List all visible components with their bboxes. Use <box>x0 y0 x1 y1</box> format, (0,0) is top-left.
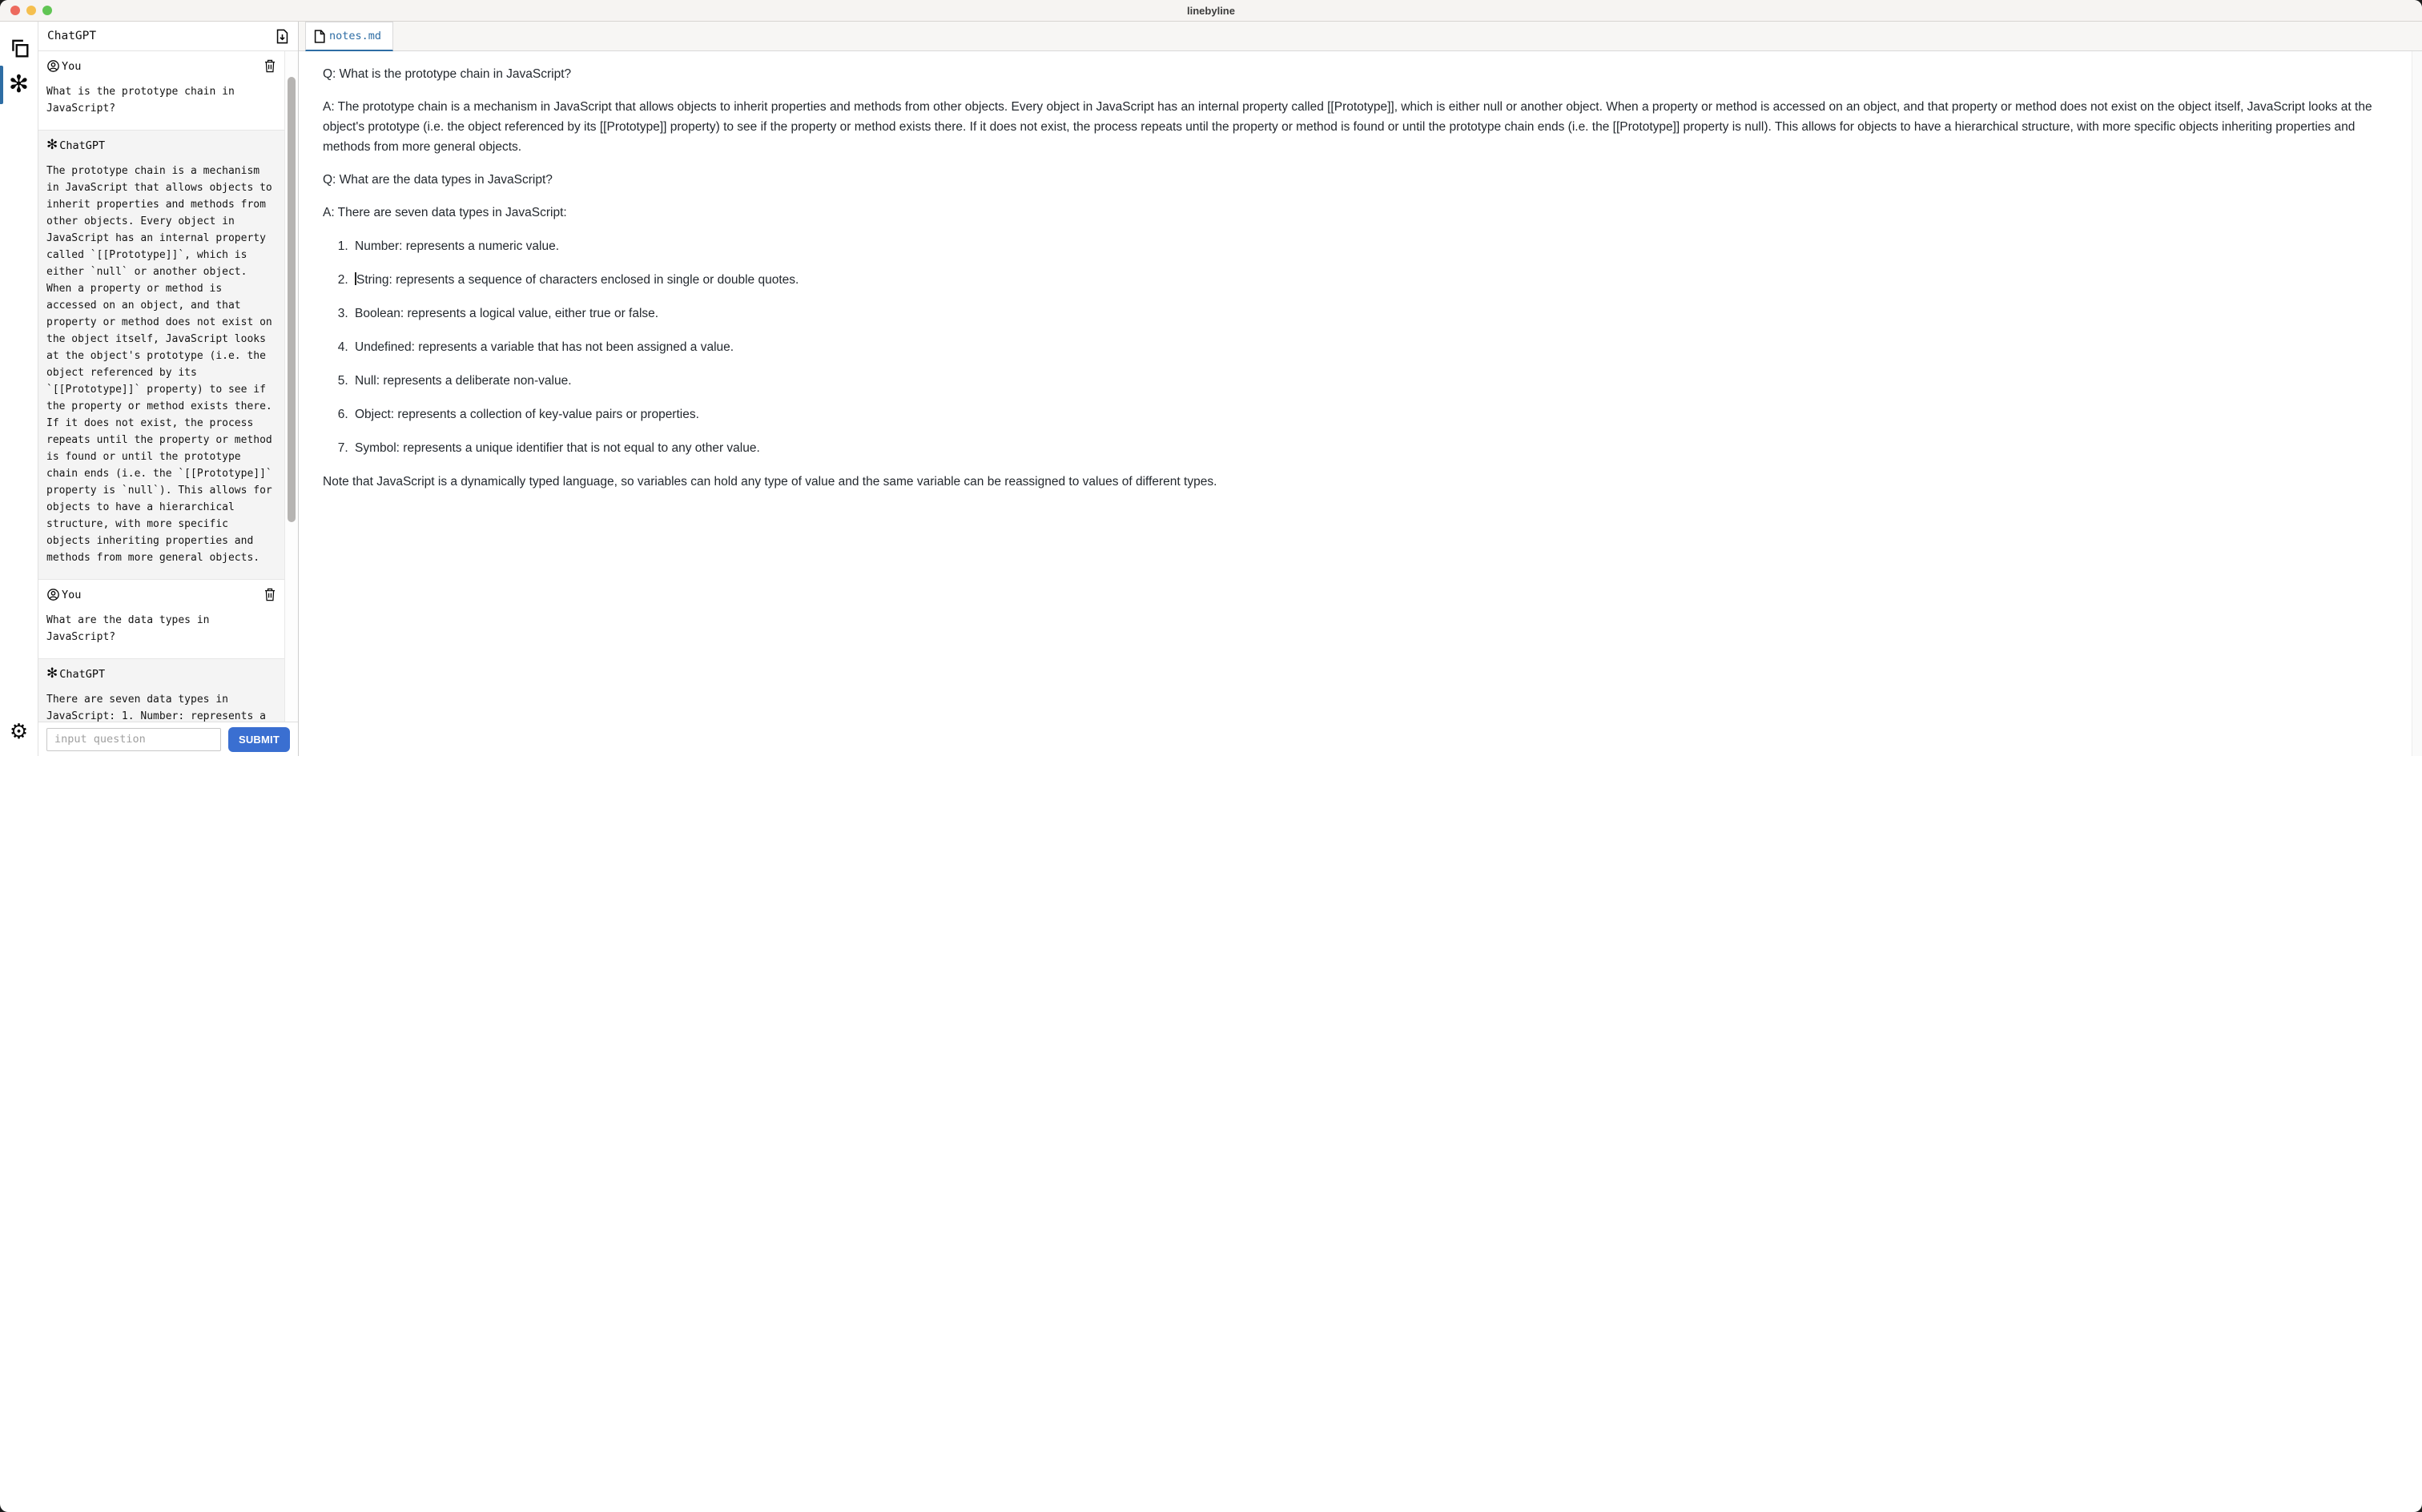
list-item: 7. Symbol: represents a unique identifier that is not equal to any other value. <box>352 438 2390 458</box>
message-author: ✻ ChatGPT <box>46 137 106 153</box>
markdown-document[interactable] <box>299 51 2422 756</box>
person-icon <box>46 59 60 73</box>
doc-question-2: Q: What are the data types in JavaScript? <box>323 173 553 187</box>
documents-panel-button[interactable] <box>0 30 38 66</box>
tab-notes-md[interactable] <box>305 22 393 51</box>
list-item: 6. Object: represents a collection of key-value pairs or properties. <box>352 404 2390 424</box>
list-item: 3. Boolean: represents a logical value, either true or false. <box>352 304 2390 324</box>
message-text: The prototype chain is a mechanism in JavaScript that allows objects to inherit properties and methods from other objects. Every object in JavaScript has an internal property called `[[Prototype]]`, which is either `null` or another object. When a property or method is accessed on an object, and that property or method does not exist on the object itself, JavaScript looks at the object's prototype (i.e. the object referenced by its `[[Prototype]]` property) to see if the property or method exists there. If it does not exist, the process repeats until the property or method is found or until the prototype chain ends (i.e. the `[[Prototype]]` property is `null`). This allows for objects to have a hierarchical structure, with more specific objects inheriting properties and methods from more general objects. <box>46 165 272 564</box>
message-author: ✻ ChatGPT <box>46 666 106 682</box>
trash-icon <box>264 588 276 601</box>
delete-message-button[interactable] <box>264 588 276 601</box>
data-types-list <box>323 236 2390 458</box>
chatgpt-logo-icon: ✻ <box>46 666 58 682</box>
message-text: What is the prototype chain in JavaScript? <box>46 86 235 115</box>
chat-message-user <box>38 580 284 659</box>
doc-question-1: Q: What is the prototype chain in JavaScript? <box>323 67 572 81</box>
delete-message-button[interactable] <box>264 59 276 73</box>
chat-panel-header <box>38 22 298 51</box>
doc-note: Note that JavaScript is a dynamically typed language, so variables can hold any type of value and the same variable can be reassigned to values of different types. <box>323 475 1217 489</box>
message-author: You <box>46 588 264 601</box>
settings-button[interactable] <box>0 716 38 748</box>
message-author: You <box>46 59 264 73</box>
list-item: 1. Number: represents a numeric value. <box>352 236 2390 256</box>
window-title: linebyline <box>1187 5 1235 17</box>
list-item: 2. String: represents a sequence of characters enclosed in single or double quotes. <box>352 270 2390 290</box>
gear-icon: ⚙ <box>9 720 29 744</box>
tab-filename: notes.md <box>329 30 382 42</box>
chat-message-assistant <box>38 131 284 580</box>
chat-scrollbar-track[interactable] <box>284 51 298 722</box>
chat-input-bar <box>38 722 298 756</box>
titlebar <box>0 0 2422 22</box>
person-icon <box>46 588 60 601</box>
file-icon <box>314 30 325 43</box>
copy-pages-icon <box>9 38 30 58</box>
question-input[interactable] <box>46 728 221 751</box>
message-text: What are the data types in JavaScript? <box>46 614 210 643</box>
export-chat-button[interactable] <box>276 29 289 44</box>
chat-panel-title: ChatGPT <box>47 30 97 42</box>
chat-message-user <box>38 51 284 131</box>
message-text: There are seven data types in JavaScript: 1. Number: represents a <box>46 694 266 722</box>
export-download-icon <box>276 29 289 44</box>
editor-pane <box>299 22 2422 756</box>
chat-message-assistant <box>38 659 284 722</box>
chat-message-list <box>38 51 284 722</box>
list-item: 5. Null: represents a deliberate non-value. <box>352 371 2390 391</box>
chatgpt-logo-icon: ✻ <box>8 70 30 99</box>
chatgpt-panel-button[interactable] <box>0 66 38 103</box>
list-item: 4. Undefined: represents a variable that has not been assigned a value. <box>352 337 2390 357</box>
chatgpt-logo-icon: ✻ <box>46 137 58 153</box>
doc-answer-1: A: The prototype chain is a mechanism in JavaScript that allows objects to inherit properties and methods from other objects. Every object in JavaScript has an internal property called [[Prototype]], which is either null or another object. When a property or method is accessed on an object, and that property or method does not exist on the object itself, JavaScript looks at the object's prototype (i.e. the object referenced by its [[Prototype]] property) to see if the property or method exists there. If it does not exist, the process repeats until the property or method is found or until the prototype chain ends (i.e. the [[Prototype]] property is null). This allows for objects to have a hierarchical structure, with more specific objects inheriting properties and methods from more general objects. <box>323 100 2372 154</box>
trash-icon <box>264 59 276 73</box>
chat-scrollbar-thumb[interactable] <box>288 77 296 522</box>
icon-rail <box>0 22 38 756</box>
doc-answer-2-intro: A: There are seven data types in JavaScript: <box>323 206 567 219</box>
editor-scrollbar-track[interactable] <box>2412 51 2422 756</box>
chatgpt-panel <box>38 22 299 756</box>
editor-tab-bar <box>299 22 2422 51</box>
submit-button[interactable]: SUBMIT <box>228 727 290 752</box>
